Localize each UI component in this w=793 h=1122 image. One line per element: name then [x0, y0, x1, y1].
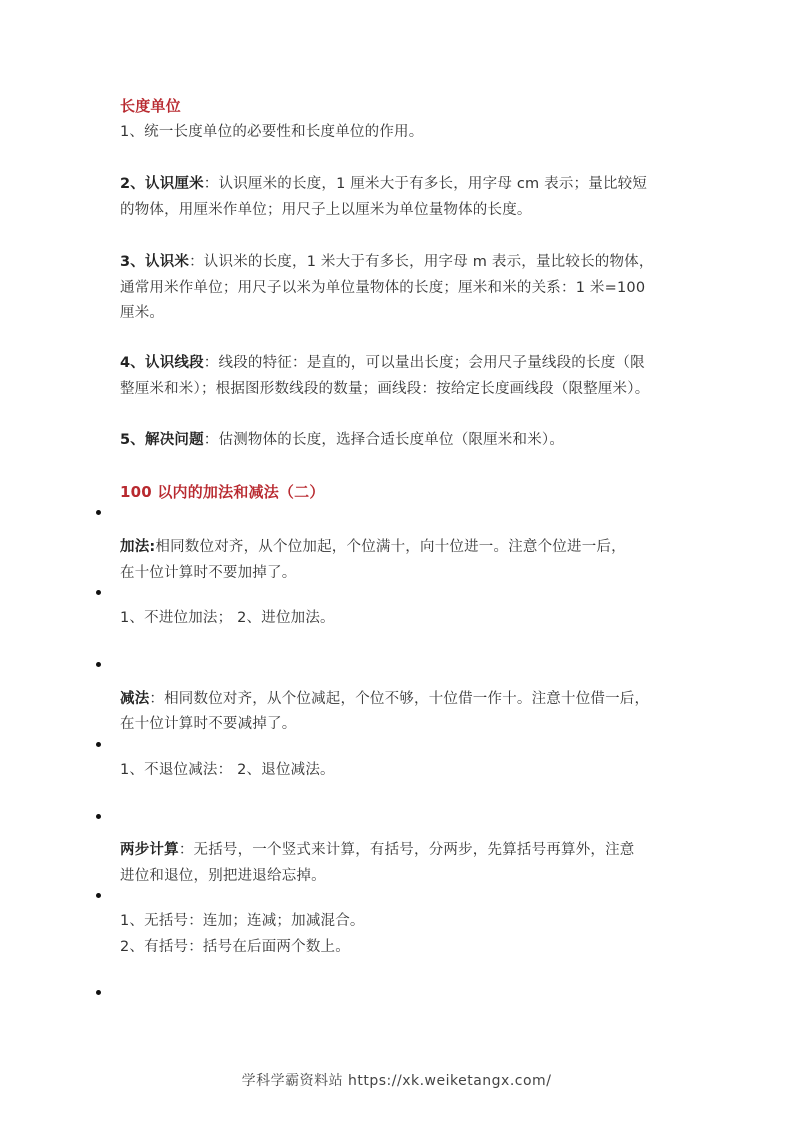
item-label: 5、解决问题: [120, 432, 204, 448]
list-item-continuation: 的物体，用厘米作单位；用尺子上以厘米为单位量物体的长度。: [120, 202, 532, 218]
item-text: ：估测物体的长度，选择合适长度单位（限厘米和米）。: [203, 432, 565, 448]
bullet-icon: [96, 662, 101, 667]
item-label: 加法:: [120, 539, 156, 555]
list-item: [120, 252, 654, 272]
list-item: [120, 689, 649, 709]
list-item: 1、不进位加法； 2、进位加法。: [120, 610, 335, 626]
list-item: 2、有括号：括号在后面两个数上。: [120, 939, 350, 955]
bullet-icon: [96, 814, 101, 819]
list-item-continuation: 在十位计算时不要减掉了。: [120, 716, 297, 732]
bullet-icon: [96, 590, 101, 595]
list-item-continuation: 厘米。: [120, 305, 165, 321]
list-item: [120, 353, 645, 373]
item-text: ：无括号，一个竖式来计算，有括号，分两步，先算括号再算外，注意: [178, 842, 635, 858]
item-label: 3、认识米: [120, 254, 190, 270]
item-label: 两步计算: [120, 842, 179, 858]
list-item: [120, 174, 647, 194]
footer-watermark: 学科学霸资料站 https://xk.weiketangx.com/: [241, 1073, 552, 1089]
list-item-continuation: 整厘米和米）；根据图形数线段的数量；画线段：按给定长度画线段（限整厘米）。: [120, 381, 650, 397]
bullet-icon: [96, 510, 101, 515]
item-text: ：认识厘米的长度，1 厘米大于有多长，用字母 cm 表示；量比较短: [203, 176, 648, 192]
list-item-continuation: 通常用米作单位；用尺子以米为单位量物体的长度；厘米和米的关系：1 米=100: [120, 280, 646, 296]
list-item: [120, 840, 635, 860]
list-item: [120, 430, 564, 450]
list-item: 1、无括号：连加；连减；加减混合。: [120, 913, 365, 929]
item-label: 4、认识线段: [120, 355, 204, 371]
list-item: 1、统一长度单位的必要性和长度单位的作用。: [120, 124, 424, 140]
list-item-continuation: 进位和退位，别把进退给忘掉。: [120, 868, 326, 884]
bullet-icon: [96, 742, 101, 747]
bullet-icon: [96, 990, 101, 995]
item-label: 减法: [120, 691, 150, 707]
item-text: ：线段的特征：是直的，可以量出长度；会用尺子量线段的长度（限: [203, 355, 645, 371]
item-text: ：相同数位对齐，从个位减起，个位不够，十位借一作十。注意十位借一后，: [149, 691, 650, 707]
item-text: ：认识米的长度，1 米大于有多长，用字母 m 表示，量比较长的物体，: [189, 254, 654, 270]
item-text: 相同数位对齐，从个位加起，个位满十，向十位进一。注意个位进一后，: [155, 539, 626, 555]
list-item: [120, 537, 626, 557]
bullet-icon: [96, 893, 101, 898]
section-title-addition-subtraction: 100 以内的加法和减法（二）: [120, 483, 325, 501]
list-item-continuation: 在十位计算时不要加掉了。: [120, 565, 297, 581]
item-label: 2、认识厘米: [120, 176, 204, 192]
list-item: 1、不退位减法： 2、退位减法。: [120, 762, 335, 778]
section-title-length-units: 长度单位: [120, 97, 181, 115]
